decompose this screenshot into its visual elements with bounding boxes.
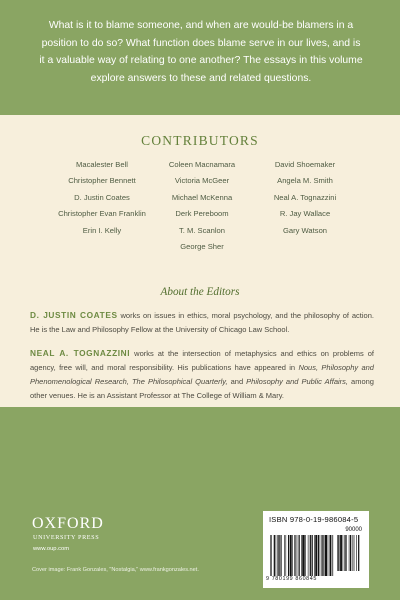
oxford-logo: OXFORD bbox=[32, 515, 104, 532]
contributors-column-3 bbox=[245, 157, 365, 239]
cover-credit: Cover image: Frank Gonzales, "Nostalgia," www.frankgonzales.net. bbox=[32, 567, 199, 573]
contributor-name: Gary Watson bbox=[282, 225, 328, 235]
publisher-url: www.oup.com bbox=[33, 546, 70, 552]
editor-bio-text: works at the intersection of metaphysics and ethics on problems of agency, free will, and moral responsibility. His publications have appeared in bbox=[30, 349, 374, 372]
addon-barcode bbox=[337, 535, 363, 576]
blurb-text: What is it to blame someone, and when are would-be blamers in a position to do so? What function does blame serve in our lives, and is it a valuable way of relating to one another? The essays in this volume explore answers to these and related questions. bbox=[39, 20, 363, 84]
contributor-name: R. Jay Wallace bbox=[279, 209, 331, 219]
editor-bio-coates bbox=[30, 308, 374, 337]
barcode-box bbox=[263, 511, 369, 588]
contributor-name: Coleen Macnamara bbox=[168, 160, 236, 169]
price-code: 90000 bbox=[345, 527, 362, 533]
contributor-name: T. M. Scanlon bbox=[178, 225, 225, 235]
contributor-name: David Shoemaker bbox=[274, 160, 336, 169]
publisher-subtitle: UNIVERSITY PRESS bbox=[33, 534, 100, 541]
contributor-name: George Sher bbox=[180, 242, 224, 252]
editors-heading: About the Editors bbox=[160, 286, 240, 298]
editor-name: D. JUSTIN COATES bbox=[30, 310, 118, 320]
contributors-column-2 bbox=[142, 157, 262, 255]
contributor-name: Neal A. Tognazzini bbox=[273, 192, 337, 202]
contributor-name: Michael McKenna bbox=[171, 192, 233, 202]
contributor-name: Angela M. Smith bbox=[277, 176, 333, 186]
contributors-heading: CONTRIBUTORS bbox=[141, 133, 259, 148]
editor-bio-tognazzini bbox=[30, 346, 374, 403]
contributor-name: D. Justin Coates bbox=[74, 192, 130, 202]
contributor-name: Victoria McGeer bbox=[174, 176, 230, 186]
journal-titles: Nous, Philosophy and Phenomenological Research, The Philosophical Quarterly, bbox=[30, 363, 374, 386]
editor-bio-text: and bbox=[230, 377, 244, 386]
contributor-name: Christopher Bennett bbox=[68, 176, 136, 186]
ean-digits: 9 780199 860845 bbox=[266, 576, 317, 582]
contributor-name: Christopher Evan Franklin bbox=[58, 209, 146, 219]
editor-name: NEAL A. TOGNAZZINI bbox=[30, 348, 131, 358]
ean-barcode bbox=[270, 535, 334, 576]
contributor-name: Derk Pereboom bbox=[175, 209, 229, 219]
journal-title: Philosophy and Public Affairs, bbox=[246, 377, 348, 386]
contributor-name: Erin I. Kelly bbox=[82, 225, 122, 235]
editor-bio-text: among other venues. He is an Assistant Professor at The College of William & Mary. bbox=[30, 377, 374, 400]
isbn-text: ISBN 978-0-19-986084-5 bbox=[269, 515, 359, 524]
contributor-name: Macalester Bell bbox=[76, 160, 128, 169]
editor-bio-text: works on issues in ethics, moral psychology, and the philosophy of action. He is the Law and Philosophy Fellow at the University of Chicago Law School. bbox=[30, 311, 374, 334]
